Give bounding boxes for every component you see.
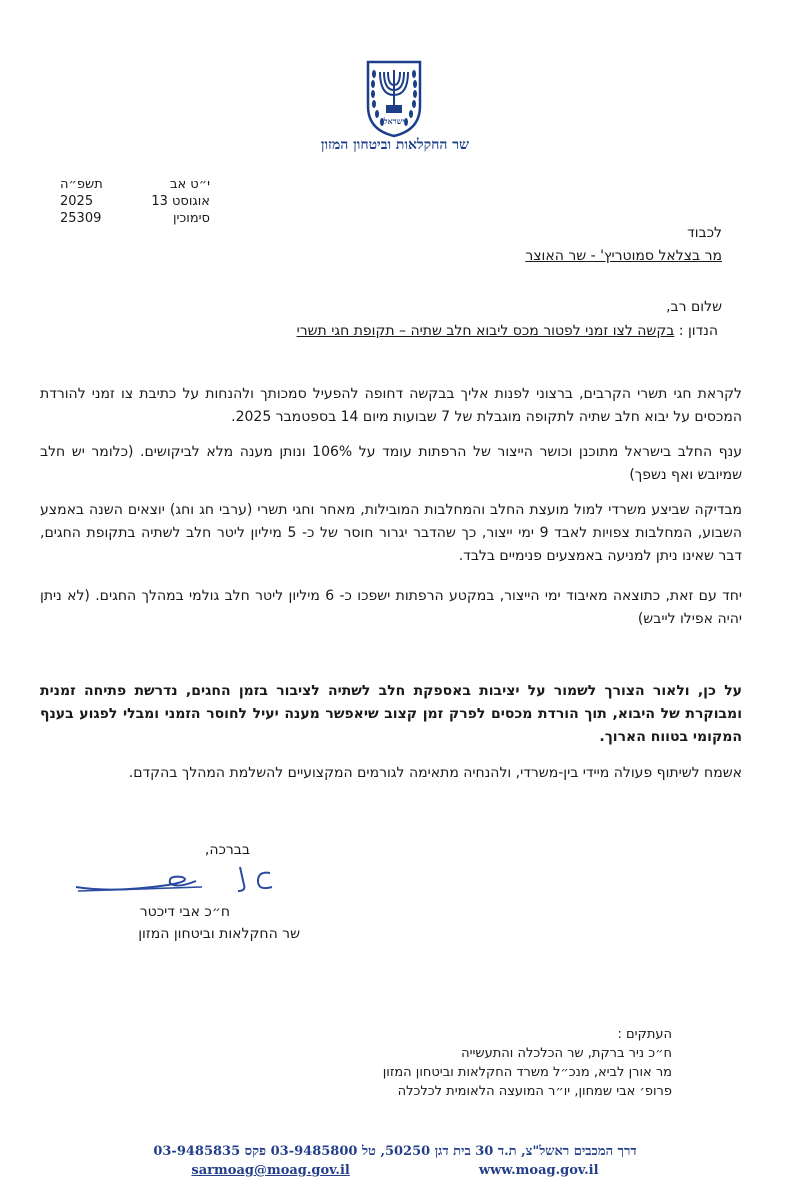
copies-label: העתקים : bbox=[617, 1027, 672, 1042]
copy-recipient: ח״כ ניר ברקת, שר הכלכלה והתעשייה bbox=[461, 1046, 672, 1061]
paragraph-shortage: מבדיקה שביצע משרדי למול מועצת החלב והמחלבות המובילות, מאחר וחגי תשרי (ערבי חג וחג) יוצאים השנה באמצע השבוע, המחלבות צפויות לאבד 9 ימי ייצור, כך שהדבר יגרור חוסר של כ- 5 מיליון ליטר חלב לשתיה בתקופת החגים, דבר שאינו ניתן למניעה באמצעים פנימיים בלבד. bbox=[40, 502, 742, 564]
hebrew-day-month: י״ט אב bbox=[169, 177, 210, 192]
ministry-name: שר החקלאות וביטחון המזון bbox=[320, 137, 470, 153]
olive-branch-left bbox=[371, 70, 384, 126]
paragraph-intro: לקראת חגי תשרי הקרבים, ברצוני לפנות אליך בבקשה דחופה להפעיל סמכותך ולהנחות על כתיבת צו זמני להורדת המכסים על יבוא חלב שתיה לתקופה מוגבלת של 7 שבועות מיום 14 בספטמבר 2025. bbox=[40, 386, 742, 425]
gregorian-year: 2025 bbox=[60, 194, 94, 209]
emblem-text: ישראל bbox=[383, 116, 405, 126]
recipient-to: לכבוד bbox=[687, 225, 722, 241]
gregorian-day-month: 13 אוגוסט bbox=[151, 194, 210, 209]
handwritten-signature bbox=[72, 855, 287, 905]
reference-value: 25309 bbox=[60, 211, 102, 226]
copy-recipient: פרופ׳ אבי שמחון, יו״ר המועצה הלאומית לכלכלה bbox=[397, 1084, 672, 1099]
subject-line bbox=[40, 323, 718, 339]
paragraph-milk-spill: יחד עם זאת, כתוצאה מאיבוד ימי הייצור, במקטע הרפתות ישפכו כ- 6 מיליון ליטר חלב גולמי במהלך החגים. (לא ניתן יהיה אפילו לייבש) bbox=[40, 588, 742, 627]
hebrew-date bbox=[60, 176, 210, 193]
reference-label: סימוכין bbox=[172, 211, 210, 226]
olive-branch-right bbox=[404, 70, 417, 126]
footer-contacts bbox=[0, 1163, 790, 1178]
gregorian-date bbox=[60, 193, 210, 210]
blessing: בברכה, bbox=[204, 842, 250, 858]
subject-text: בקשה לצו זמני לפטור מכס ליבוא חלב שתיה – תקופת חגי תשרי bbox=[296, 323, 675, 339]
footer-email[interactable]: sarmoag@moag.gov.il bbox=[191, 1163, 350, 1178]
recipient-name bbox=[40, 248, 722, 264]
hebrew-year: תשפ״ה bbox=[60, 177, 103, 192]
subject-label: הנדון : bbox=[678, 323, 718, 339]
copies-block bbox=[72, 1025, 672, 1101]
menorah bbox=[380, 70, 408, 112]
paragraph-dairy-sector: ענף החלב בישראל מתוכנן וכושר הייצור של הרפתות עומד על 106% ונותן מענה מלא לביקושים. (כלומר יש חלב שמיובש ואף נשפך) bbox=[40, 444, 742, 483]
greeting: שלום רב, bbox=[666, 299, 722, 315]
footer-address: דרך המכבים ראשל"צ, ת.ד 30 בית דגן 50250, טל 03-9485800 פקס 03-9485835 bbox=[153, 1144, 637, 1159]
state-emblem bbox=[354, 58, 434, 138]
signer-title: שר החקלאות וביטחון המזון bbox=[138, 926, 300, 942]
footer-website[interactable]: www.moag.gov.il bbox=[478, 1163, 599, 1178]
paragraph-closing: אשמח לשיתוף פעולה מיידי בין-משרדי, ולהנחיה מתאימה לגורמים המקצועיים להשלמת המהלך בהקדם. bbox=[128, 765, 742, 781]
date-block bbox=[60, 176, 210, 227]
copy-recipient: מר אורן לביא, מנכ״ל משרד החקלאות וביטחון המזון bbox=[382, 1065, 672, 1080]
recipient-name-text: מר בצלאל סמוטריץ' - שר האוצר bbox=[525, 248, 722, 264]
signer-name: ח״כ אבי דיכטר bbox=[139, 904, 230, 920]
paragraph-request: על כן, ולאור הצורך לשמור על יציבות באספקת חלב לשתיה לציבור בזמן החגים, נדרשת פתיחה זמנית ומבוקרת של היבוא, תוך הורדת מכסים לפרק זמן קצוב שיאפשר מענה יעיל לחוסר הזמני ומבלי לפגוע בענף המקומי בטווח הארוך. bbox=[40, 683, 742, 745]
